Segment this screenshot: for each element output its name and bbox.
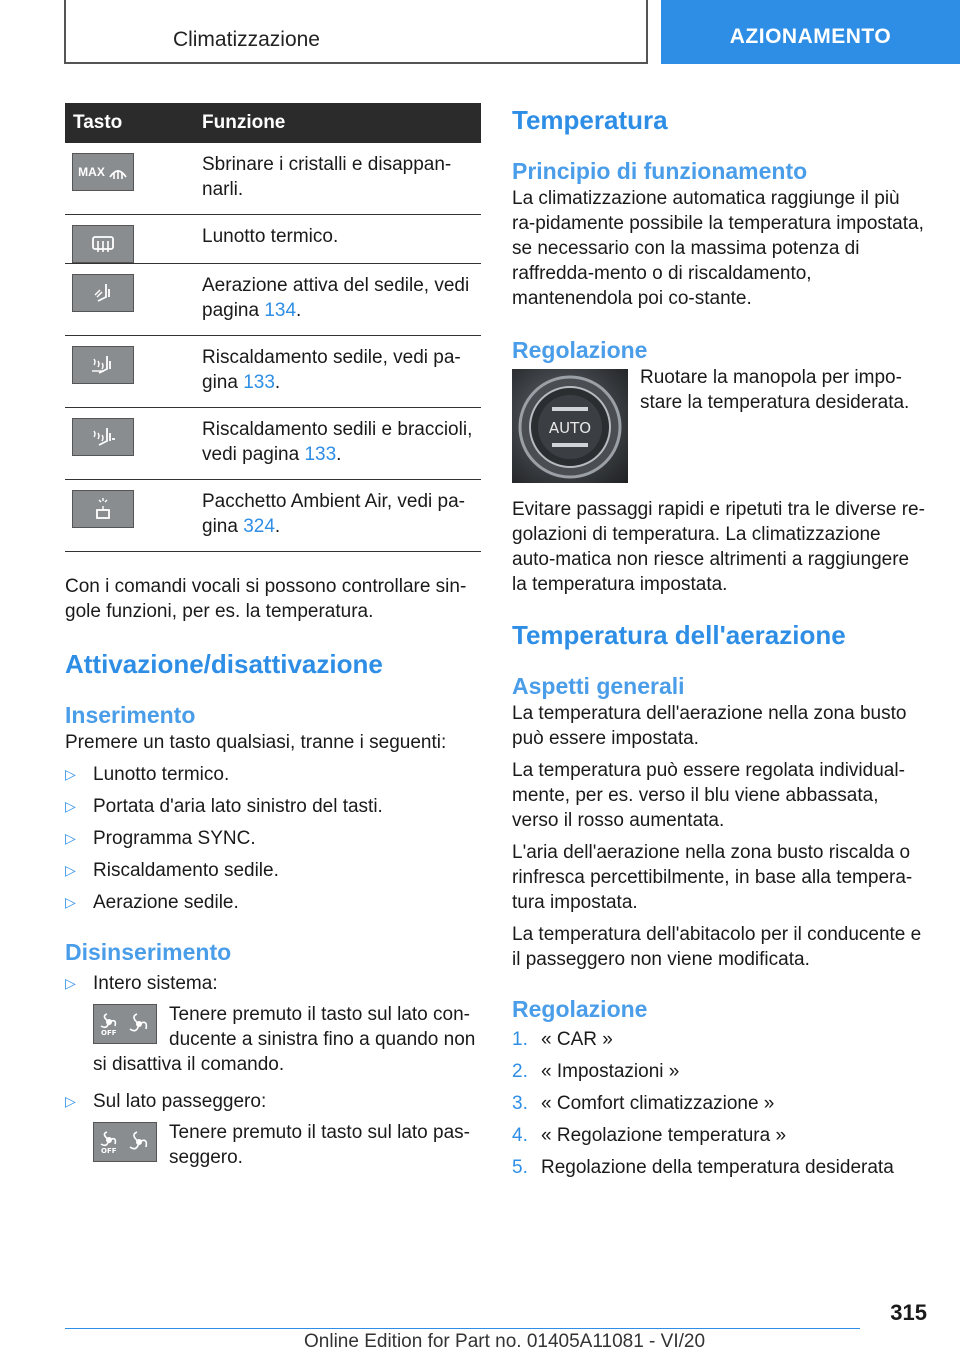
- knob-block: [512, 365, 928, 487]
- svg-text:OFF: OFF: [101, 1029, 117, 1036]
- heading-principle: Principio di funzionamento: [512, 158, 808, 184]
- footer-edition: Online Edition for Part no. 01405A11081 - VI/20: [304, 1331, 706, 1352]
- footer-divider: [65, 1328, 860, 1329]
- heading-regulation-2: Regolazione: [512, 996, 648, 1022]
- general-paragraph-2: La temperatura può essere regolata individual-mente, per es. verso il blu viene abbassata, verso il rosso aumentata.: [512, 760, 905, 831]
- heading-temperature: Temperatura: [512, 105, 668, 135]
- table-cell-function: Riscaldamento sedili e braccioli, vedi pagina 133.: [192, 408, 481, 480]
- section-title: Climatizzazione: [172, 28, 320, 51]
- page-number: 315: [890, 1300, 927, 1325]
- page-link[interactable]: 133: [243, 372, 275, 393]
- temperature-knob-image: [512, 369, 628, 483]
- right-column: [512, 103, 928, 1180]
- seat-ventilation-icon: [72, 274, 134, 312]
- general-paragraph-3: L'aria dell'aerazione nella zona busto riscalda o rinfresca percettibilmente, in base alla tempera-tura impostata.: [512, 842, 913, 913]
- ambient-air-icon: [72, 490, 134, 528]
- list-item: ▷ Portata d'aria lato sinistro del tasti.: [65, 796, 383, 817]
- principle-paragraph: La climatizzazione automatica raggiunge il più ra-pidamente possibile la temperatura impostata, se necessario con la massima potenza di raffredda-mento o di riscaldamento, mantenendola poi co-stante.: [512, 188, 924, 309]
- table-row: [65, 336, 481, 408]
- header-box: [64, 0, 648, 64]
- heading-regulation: Regolazione: [512, 337, 648, 363]
- seat-heating-icon: [72, 346, 134, 384]
- table-header-key: Tasto: [65, 103, 192, 143]
- list-item: 5. Regolazione della temperatura desiderata: [512, 1157, 894, 1178]
- list-item: ▷ Sul lato passeggero: OFF Tenere premuto il tasto sul lato pas-seggero.: [65, 1091, 470, 1168]
- fan-off-icon: [93, 1122, 157, 1162]
- heading-on: Inserimento: [65, 702, 196, 728]
- voice-paragraph: Con i comandi vocali si possono controllare sin-gole funzioni, per es. la temperatura.: [65, 576, 467, 622]
- table-cell-function: Aerazione attiva del sedile, vedi pagina 134.: [192, 264, 481, 336]
- table-cell-function: Lunotto termico.: [192, 215, 481, 264]
- table-header-function: Funzione: [192, 103, 481, 143]
- table-row: [65, 215, 481, 264]
- keys-table: [65, 103, 481, 552]
- list-item: ▷ Lunotto termico.: [65, 764, 230, 785]
- table-row: [65, 408, 481, 480]
- max-defrost-icon: MAX: [72, 153, 134, 191]
- seat-armrest-heating-icon: [72, 418, 134, 456]
- off-item2-text: Tenere premuto il tasto sul lato pas-seggero.: [169, 1122, 470, 1168]
- table-row: [65, 264, 481, 336]
- left-column: [65, 103, 481, 1170]
- general-paragraph-4: La temperatura dell'abitacolo per il conducente e il passeggero non viene modificata.: [512, 924, 922, 970]
- list-item: ▷ Aerazione sedile.: [65, 892, 239, 913]
- fan-off-icon: [93, 1004, 157, 1044]
- list-item: ▷ Programma SYNC.: [65, 828, 256, 849]
- heading-activation: Attivazione/disattivazione: [65, 649, 383, 679]
- table-cell-function: Riscaldamento sedile, vedi pa-gina 133.: [192, 336, 481, 408]
- on-list: [65, 762, 481, 915]
- list-item: 4. « Regolazione temperatura »: [512, 1125, 787, 1146]
- table-cell-function: Pacchetto Ambient Air, vedi pa-gina 324.: [192, 480, 481, 552]
- knob-paragraph: Ruotare la manopola per impo-stare la temperatura desiderata.: [640, 367, 910, 413]
- steps-list: [512, 1027, 928, 1180]
- off-list: [65, 971, 481, 1170]
- page-link[interactable]: 134: [264, 300, 297, 321]
- list-item: 2. « Impostazioni »: [512, 1061, 680, 1082]
- list-item: ▷ Intero sistema: OFF Tenere premuto il tasto sul lato con-ducente a sinistra fino a quando non si disattiva il comando.: [65, 973, 476, 1075]
- page-link[interactable]: 133: [304, 444, 337, 465]
- svg-text:AUTO: AUTO: [548, 419, 592, 437]
- rear-window-heat-icon: [72, 225, 134, 263]
- table-row: [65, 480, 481, 552]
- list-item: ▷ Riscaldamento sedile.: [65, 860, 279, 881]
- svg-text:OFF: OFF: [101, 1147, 117, 1154]
- chapter-tab[interactable]: AZIONAMENTO: [661, 0, 960, 64]
- heading-off: Disinserimento: [65, 939, 232, 965]
- heading-vent-temperature: Temperatura dell'aerazione: [512, 620, 846, 650]
- table-cell-function: Sbrinare i cristalli e disappan-narli.: [192, 143, 481, 215]
- list-item: 3. « Comfort climatizzazione »: [512, 1093, 775, 1114]
- heading-general: Aspetti generali: [512, 673, 685, 699]
- on-intro: Premere un tasto qualsiasi, tranne i seguenti:: [65, 732, 447, 753]
- off-item1-text: Tenere premuto il tasto sul lato con-ducente a sinistra fino a quando non si disattiva il comando.: [93, 1004, 476, 1075]
- general-paragraph-1: La temperatura dell'aerazione nella zona busto può essere impostata.: [512, 703, 907, 749]
- avoid-paragraph: Evitare passaggi rapidi e ripetuti tra le diverse re-golazioni di temperatura. La climatizzazione auto-matica non riesce altrimenti a raggiungere la temperatura impostata.: [512, 499, 925, 595]
- list-item: 1. « CAR »: [512, 1029, 613, 1050]
- table-row: [65, 143, 481, 215]
- page-link[interactable]: 324: [243, 516, 275, 537]
